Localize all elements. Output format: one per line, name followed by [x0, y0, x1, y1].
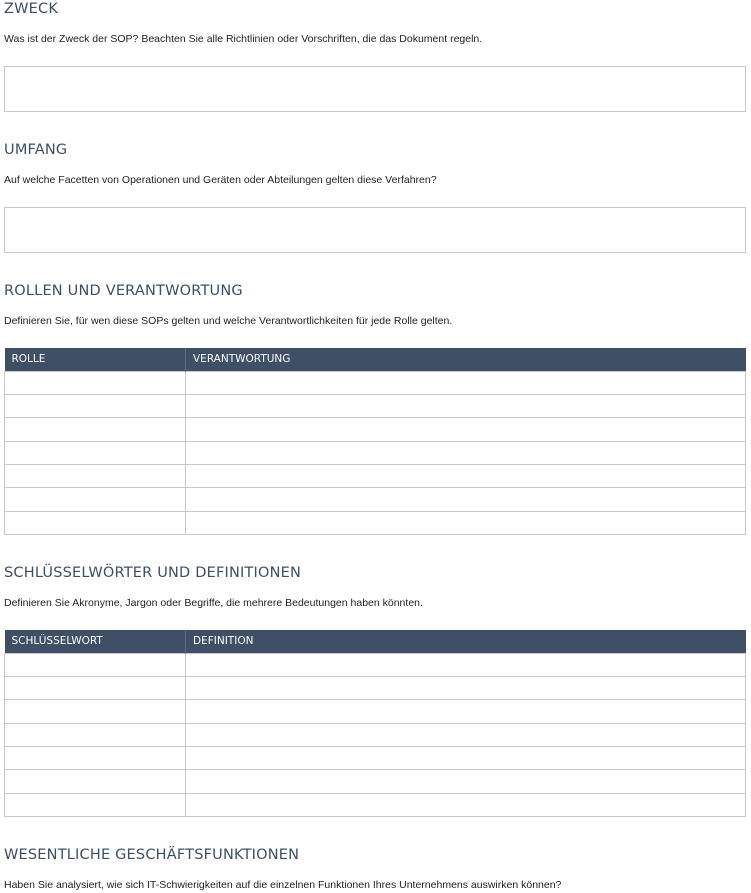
table-row	[5, 394, 746, 417]
section-title-umfang: UMFANG	[4, 142, 68, 158]
table-cell-definition[interactable]	[186, 747, 746, 770]
table-cell-rolle[interactable]	[5, 394, 186, 417]
table-row	[5, 488, 746, 511]
table-row	[5, 653, 746, 676]
table-cell-schluesselwort[interactable]	[5, 723, 186, 746]
table-cell-rolle[interactable]	[5, 441, 186, 464]
table-header-row	[5, 630, 746, 653]
column-header-schluesselwort: SCHLÜSSELWORT	[5, 630, 186, 653]
table-row	[5, 441, 746, 464]
table-cell-verantwortung[interactable]	[186, 441, 746, 464]
table-cell-rolle[interactable]	[5, 418, 186, 441]
table-row	[5, 793, 746, 816]
table-cell-verantwortung[interactable]	[186, 488, 746, 511]
section-description-zweck: Was ist der Zweck der SOP? Beachten Sie alle Richtlinien oder Vorschriften, die das Dokument regeln.	[4, 33, 483, 45]
table-cell-schluesselwort[interactable]	[5, 747, 186, 770]
keywords-table	[4, 630, 746, 817]
table-cell-schluesselwort[interactable]	[5, 653, 186, 676]
section-description-schluessel: Definieren Sie Akronyme, Jargon oder Begriffe, die mehrere Bedeutungen haben könnten.	[4, 597, 423, 609]
table-row	[5, 465, 746, 488]
section-title-funktionen: WESENTLICHE GESCHÄFTSFUNKTIONEN	[4, 847, 300, 863]
column-header-verantwortung: VERANTWORTUNG	[186, 348, 746, 371]
table-cell-schluesselwort[interactable]	[5, 700, 186, 723]
table-cell-rolle[interactable]	[5, 465, 186, 488]
table-header-row	[5, 348, 746, 371]
zweck-answer-field[interactable]	[4, 66, 746, 112]
section-description-umfang: Auf welche Facetten von Operationen und Geräten oder Abteilungen gelten diese Verfahren?	[4, 174, 437, 186]
table-row	[5, 371, 746, 394]
section-title-rollen: ROLLEN UND VERANTWORTUNG	[4, 283, 243, 299]
table-row	[5, 747, 746, 770]
table-cell-definition[interactable]	[186, 723, 746, 746]
table-cell-schluesselwort[interactable]	[5, 676, 186, 699]
table-cell-verantwortung[interactable]	[186, 371, 746, 394]
table-cell-verantwortung[interactable]	[186, 511, 746, 534]
table-row	[5, 723, 746, 746]
table-cell-schluesselwort[interactable]	[5, 770, 186, 793]
umfang-answer-field[interactable]	[4, 207, 746, 253]
table-cell-verantwortung[interactable]	[186, 465, 746, 488]
table-cell-schluesselwort[interactable]	[5, 793, 186, 816]
section-description-rollen: Definieren Sie, für wen diese SOPs gelten und welche Verantwortlichkeiten für jede Rolle gelten.	[4, 315, 453, 327]
table-row	[5, 770, 746, 793]
section-title-zweck: ZWECK	[4, 1, 59, 17]
table-row	[5, 700, 746, 723]
table-row	[5, 676, 746, 699]
table-cell-definition[interactable]	[186, 700, 746, 723]
section-title-schluessel: SCHLÜSSELWÖRTER UND DEFINITIONEN	[4, 565, 302, 581]
table-cell-definition[interactable]	[186, 770, 746, 793]
section-description-funktionen: Haben Sie analysiert, wie sich IT-Schwierigkeiten auf die einzelnen Funktionen Ihres Unternehmens auswirken können?	[4, 879, 562, 891]
table-row	[5, 511, 746, 534]
column-header-rolle: ROLLE	[5, 348, 186, 371]
table-cell-definition[interactable]	[186, 793, 746, 816]
table-cell-rolle[interactable]	[5, 511, 186, 534]
column-header-definition: DEFINITION	[186, 630, 746, 653]
table-cell-verantwortung[interactable]	[186, 418, 746, 441]
table-row	[5, 418, 746, 441]
table-cell-rolle[interactable]	[5, 488, 186, 511]
table-cell-verantwortung[interactable]	[186, 394, 746, 417]
table-cell-rolle[interactable]	[5, 371, 186, 394]
roles-table	[4, 348, 746, 535]
table-cell-definition[interactable]	[186, 653, 746, 676]
table-cell-definition[interactable]	[186, 676, 746, 699]
